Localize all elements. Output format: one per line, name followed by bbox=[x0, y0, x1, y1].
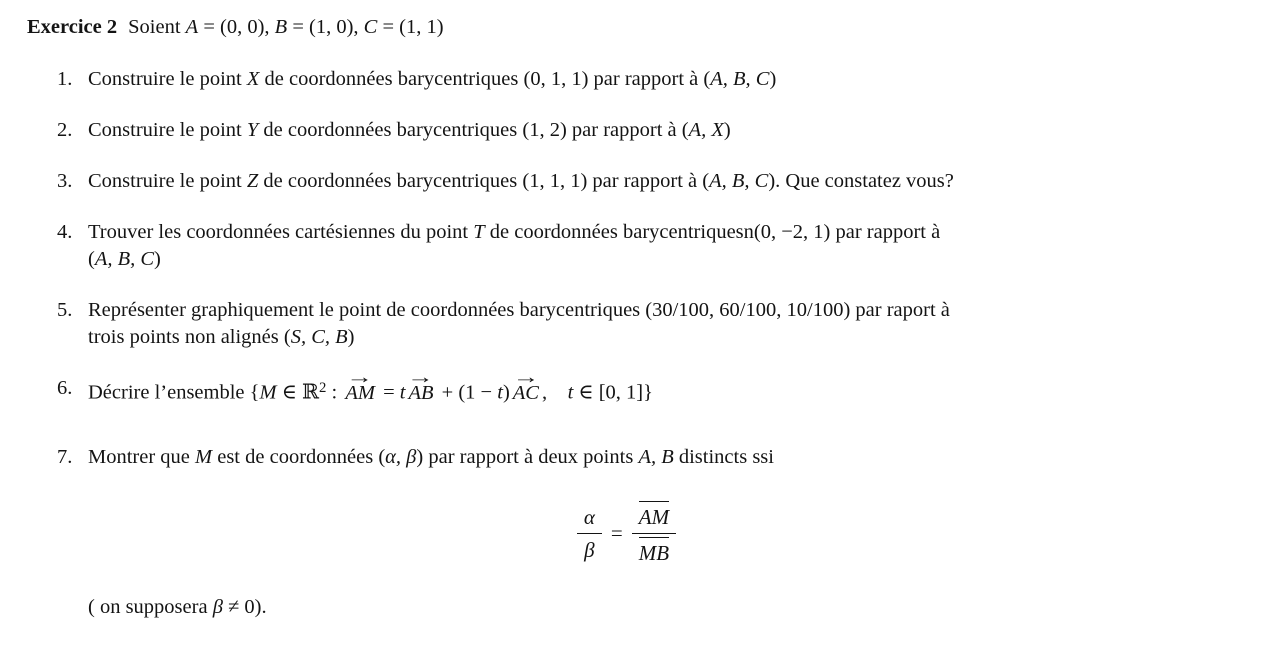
text-segment: Trouver les coordonnées cartésiennes du point bbox=[88, 221, 474, 243]
text-line bbox=[88, 168, 1165, 195]
fraction-numerator bbox=[577, 504, 602, 534]
text-segment: ∈ [0, 1]} bbox=[573, 381, 653, 404]
text-segment: ) bbox=[347, 326, 355, 348]
text-segment: = (1, 0), bbox=[287, 16, 364, 38]
text-segment: ) par rapport à deux points bbox=[416, 445, 639, 468]
exercise-label: Exercice 2 bbox=[27, 16, 118, 38]
text-segment: ) bbox=[769, 68, 777, 90]
math-var: β bbox=[212, 595, 223, 618]
text-segment: est de coordonnées ( bbox=[212, 445, 386, 468]
exercise-item-1 bbox=[57, 66, 1165, 93]
item-number: 6. bbox=[57, 377, 73, 399]
vector-base: AC bbox=[512, 381, 539, 404]
text-line bbox=[88, 117, 1165, 144]
text-line bbox=[88, 324, 1165, 351]
equation-display bbox=[88, 501, 1165, 566]
text-segment: Construire le point bbox=[88, 170, 247, 192]
text-line bbox=[88, 219, 1165, 246]
text-line bbox=[88, 367, 1165, 407]
text-segment: trois points non alignés ( bbox=[88, 326, 291, 348]
math-var-alpha: α bbox=[583, 504, 595, 529]
text-segment: : bbox=[326, 381, 343, 404]
text-segment: Construire le point bbox=[88, 119, 247, 141]
item-text bbox=[88, 444, 1165, 471]
fraction-alpha-beta bbox=[577, 504, 602, 563]
math-var: α, β bbox=[385, 445, 417, 468]
text-segment: Représenter graphiquement le point de coordonnées barycentriques (30/100, 60/100, 10/100) par raport à bbox=[88, 299, 950, 321]
text-segment: de coordonnées barycentriques (0, 1, 1) par rapport à ( bbox=[259, 68, 711, 90]
fraction-denominator bbox=[577, 534, 601, 563]
text-segment: ) bbox=[502, 381, 510, 404]
fraction-denominator bbox=[632, 534, 676, 566]
text-segment: = bbox=[377, 381, 400, 404]
item-number: 5. bbox=[57, 299, 73, 321]
math-var: C bbox=[363, 16, 378, 38]
item-number: 3. bbox=[57, 170, 73, 192]
text-segment: = (1, 1) bbox=[377, 16, 444, 38]
text-segment: , bbox=[541, 381, 568, 404]
text-segment: de coordonnées barycentriques (1, 1, 1) par rapport à ( bbox=[258, 170, 710, 192]
vector-ac bbox=[512, 367, 540, 407]
math-var: M bbox=[259, 381, 277, 404]
math-var: Y bbox=[246, 119, 259, 141]
fraction-numerator bbox=[632, 501, 676, 534]
item-number: 7. bbox=[57, 445, 73, 468]
text-line bbox=[88, 246, 1165, 273]
item-number: 2. bbox=[57, 119, 73, 141]
text-segment: ( on supposera bbox=[88, 595, 213, 618]
math-var: A, B bbox=[638, 445, 674, 468]
exercise-item-list bbox=[57, 66, 1165, 471]
math-var: A, B, C bbox=[94, 248, 155, 270]
text-line bbox=[88, 66, 1165, 93]
exercise-item-5 bbox=[57, 297, 1165, 351]
math-var: A bbox=[185, 16, 199, 38]
text-segment: Montrer que bbox=[88, 445, 196, 468]
text-line bbox=[88, 297, 1165, 324]
text-segment: ) bbox=[723, 119, 731, 141]
math-var: M bbox=[195, 445, 213, 468]
exercise-statement bbox=[128, 16, 443, 38]
math-var: A, X bbox=[688, 119, 724, 141]
exercise-item-6 bbox=[57, 367, 1165, 407]
text-line bbox=[88, 444, 1165, 471]
vector-base: AM bbox=[345, 381, 375, 404]
text-segment: + (1 − bbox=[436, 381, 498, 404]
vector-arrow-icon: → bbox=[346, 367, 374, 388]
vector-base: AB bbox=[408, 381, 434, 404]
item-text bbox=[88, 168, 1165, 195]
vector-arrow-icon: → bbox=[407, 367, 435, 388]
math-var: Z bbox=[246, 170, 259, 192]
text-segment: ≠ 0). bbox=[222, 595, 267, 618]
item-text bbox=[88, 297, 1165, 351]
overline-am: AM bbox=[639, 501, 669, 530]
exercise-item-7 bbox=[57, 444, 1165, 471]
exercise-header bbox=[27, 14, 1263, 41]
text-segment: ∈ ℝ bbox=[276, 381, 320, 404]
item-text bbox=[88, 367, 1165, 407]
text-segment: = (0, 0), bbox=[198, 16, 275, 38]
exercise-item-2 bbox=[57, 117, 1165, 144]
math-var: T bbox=[473, 221, 485, 243]
assumption-note bbox=[88, 594, 1263, 621]
overline-mb: MB bbox=[639, 537, 669, 566]
text-segment: ). Que constatez vous? bbox=[768, 170, 954, 192]
math-var: S, C, B bbox=[290, 326, 348, 348]
fraction-am-mb bbox=[632, 501, 676, 566]
vector-am bbox=[345, 367, 375, 407]
text-segment: ) bbox=[154, 248, 161, 270]
math-var: t bbox=[567, 381, 574, 404]
math-var-beta: β bbox=[584, 537, 595, 562]
item-number: 4. bbox=[57, 221, 73, 243]
item-number: 1. bbox=[57, 68, 73, 90]
math-var: X bbox=[246, 68, 260, 90]
vector-ab bbox=[407, 367, 435, 407]
item-text bbox=[88, 66, 1165, 93]
vector-arrow-icon: → bbox=[512, 367, 540, 388]
text-segment: Soient bbox=[128, 16, 186, 38]
math-var: A, B, C bbox=[710, 68, 770, 90]
equals-sign: = bbox=[610, 521, 623, 546]
text-segment: de coordonnées barycentriques (1, 2) par rapport à ( bbox=[258, 119, 689, 141]
text-segment: distincts ssi bbox=[673, 445, 774, 468]
math-var: A, B, C bbox=[709, 170, 769, 192]
text-segment: de coordonnées barycentriquesn(0, −2, 1) par rapport à bbox=[484, 221, 941, 243]
text-segment: Décrire l’ensemble { bbox=[88, 381, 260, 404]
item-text bbox=[88, 219, 1165, 273]
math-var: B bbox=[274, 16, 288, 38]
text-segment: ( bbox=[88, 248, 95, 270]
item-text bbox=[88, 117, 1165, 144]
text-segment: 2 bbox=[319, 380, 327, 396]
math-var: t bbox=[399, 381, 406, 404]
text-segment: Construire le point bbox=[88, 68, 247, 90]
math-var: t bbox=[497, 381, 503, 404]
exercise-item-3 bbox=[57, 168, 1165, 195]
exercise-item-4 bbox=[57, 219, 1165, 273]
